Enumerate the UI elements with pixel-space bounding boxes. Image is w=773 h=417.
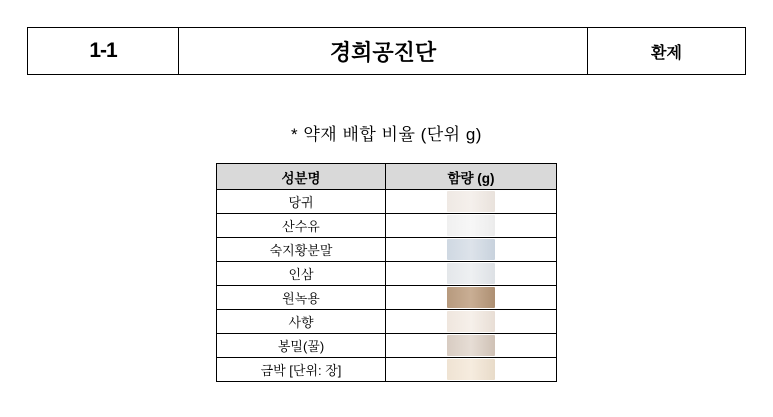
ingredient-amount xyxy=(386,310,557,334)
column-header-ingredient: 성분명 xyxy=(217,164,386,190)
ingredient-name: 원녹용 xyxy=(217,286,386,310)
redacted-value-overlay xyxy=(447,191,495,212)
table-row xyxy=(217,310,557,334)
table-header-row xyxy=(217,164,557,190)
ingredient-amount xyxy=(386,334,557,358)
ingredient-name: 숙지황분말 xyxy=(217,238,386,262)
redacted-value-overlay xyxy=(447,335,495,356)
ingredient-name: 산수유 xyxy=(217,214,386,238)
ingredient-amount xyxy=(386,214,557,238)
table-row xyxy=(217,358,557,382)
ingredient-name: 인삼 xyxy=(217,262,386,286)
ingredient-amount xyxy=(386,358,557,382)
table-row xyxy=(217,238,557,262)
table-row xyxy=(217,334,557,358)
redacted-value-overlay xyxy=(447,263,495,284)
ingredient-amount xyxy=(386,238,557,262)
redacted-value-overlay xyxy=(447,311,495,332)
table-caption: * 약재 배합 비율 (단위 g) xyxy=(291,125,482,144)
table-row xyxy=(217,190,557,214)
redacted-value-overlay xyxy=(447,359,495,380)
header-type-cell: 환제 xyxy=(588,28,746,75)
ingredient-amount xyxy=(386,286,557,310)
redacted-value-overlay xyxy=(447,287,495,308)
ingredient-amount xyxy=(386,262,557,286)
header-code-cell: 1-1 xyxy=(28,28,179,75)
header-row xyxy=(28,28,746,75)
ingredient-ratio-table xyxy=(216,163,557,382)
table-row xyxy=(217,286,557,310)
header-title-cell: 경희공진단 xyxy=(179,28,588,75)
table-row xyxy=(217,262,557,286)
header-table xyxy=(27,27,746,75)
ingredient-name: 당귀 xyxy=(217,190,386,214)
ingredient-name: 봉밀(꿀) xyxy=(217,334,386,358)
redacted-value-overlay xyxy=(447,239,495,260)
ingredient-name: 금박 [단위: 장] xyxy=(217,358,386,382)
redacted-value-overlay xyxy=(447,215,495,236)
table-row xyxy=(217,214,557,238)
column-header-amount: 함량 (g) xyxy=(386,164,557,190)
ingredient-amount xyxy=(386,190,557,214)
ingredient-name: 사향 xyxy=(217,310,386,334)
